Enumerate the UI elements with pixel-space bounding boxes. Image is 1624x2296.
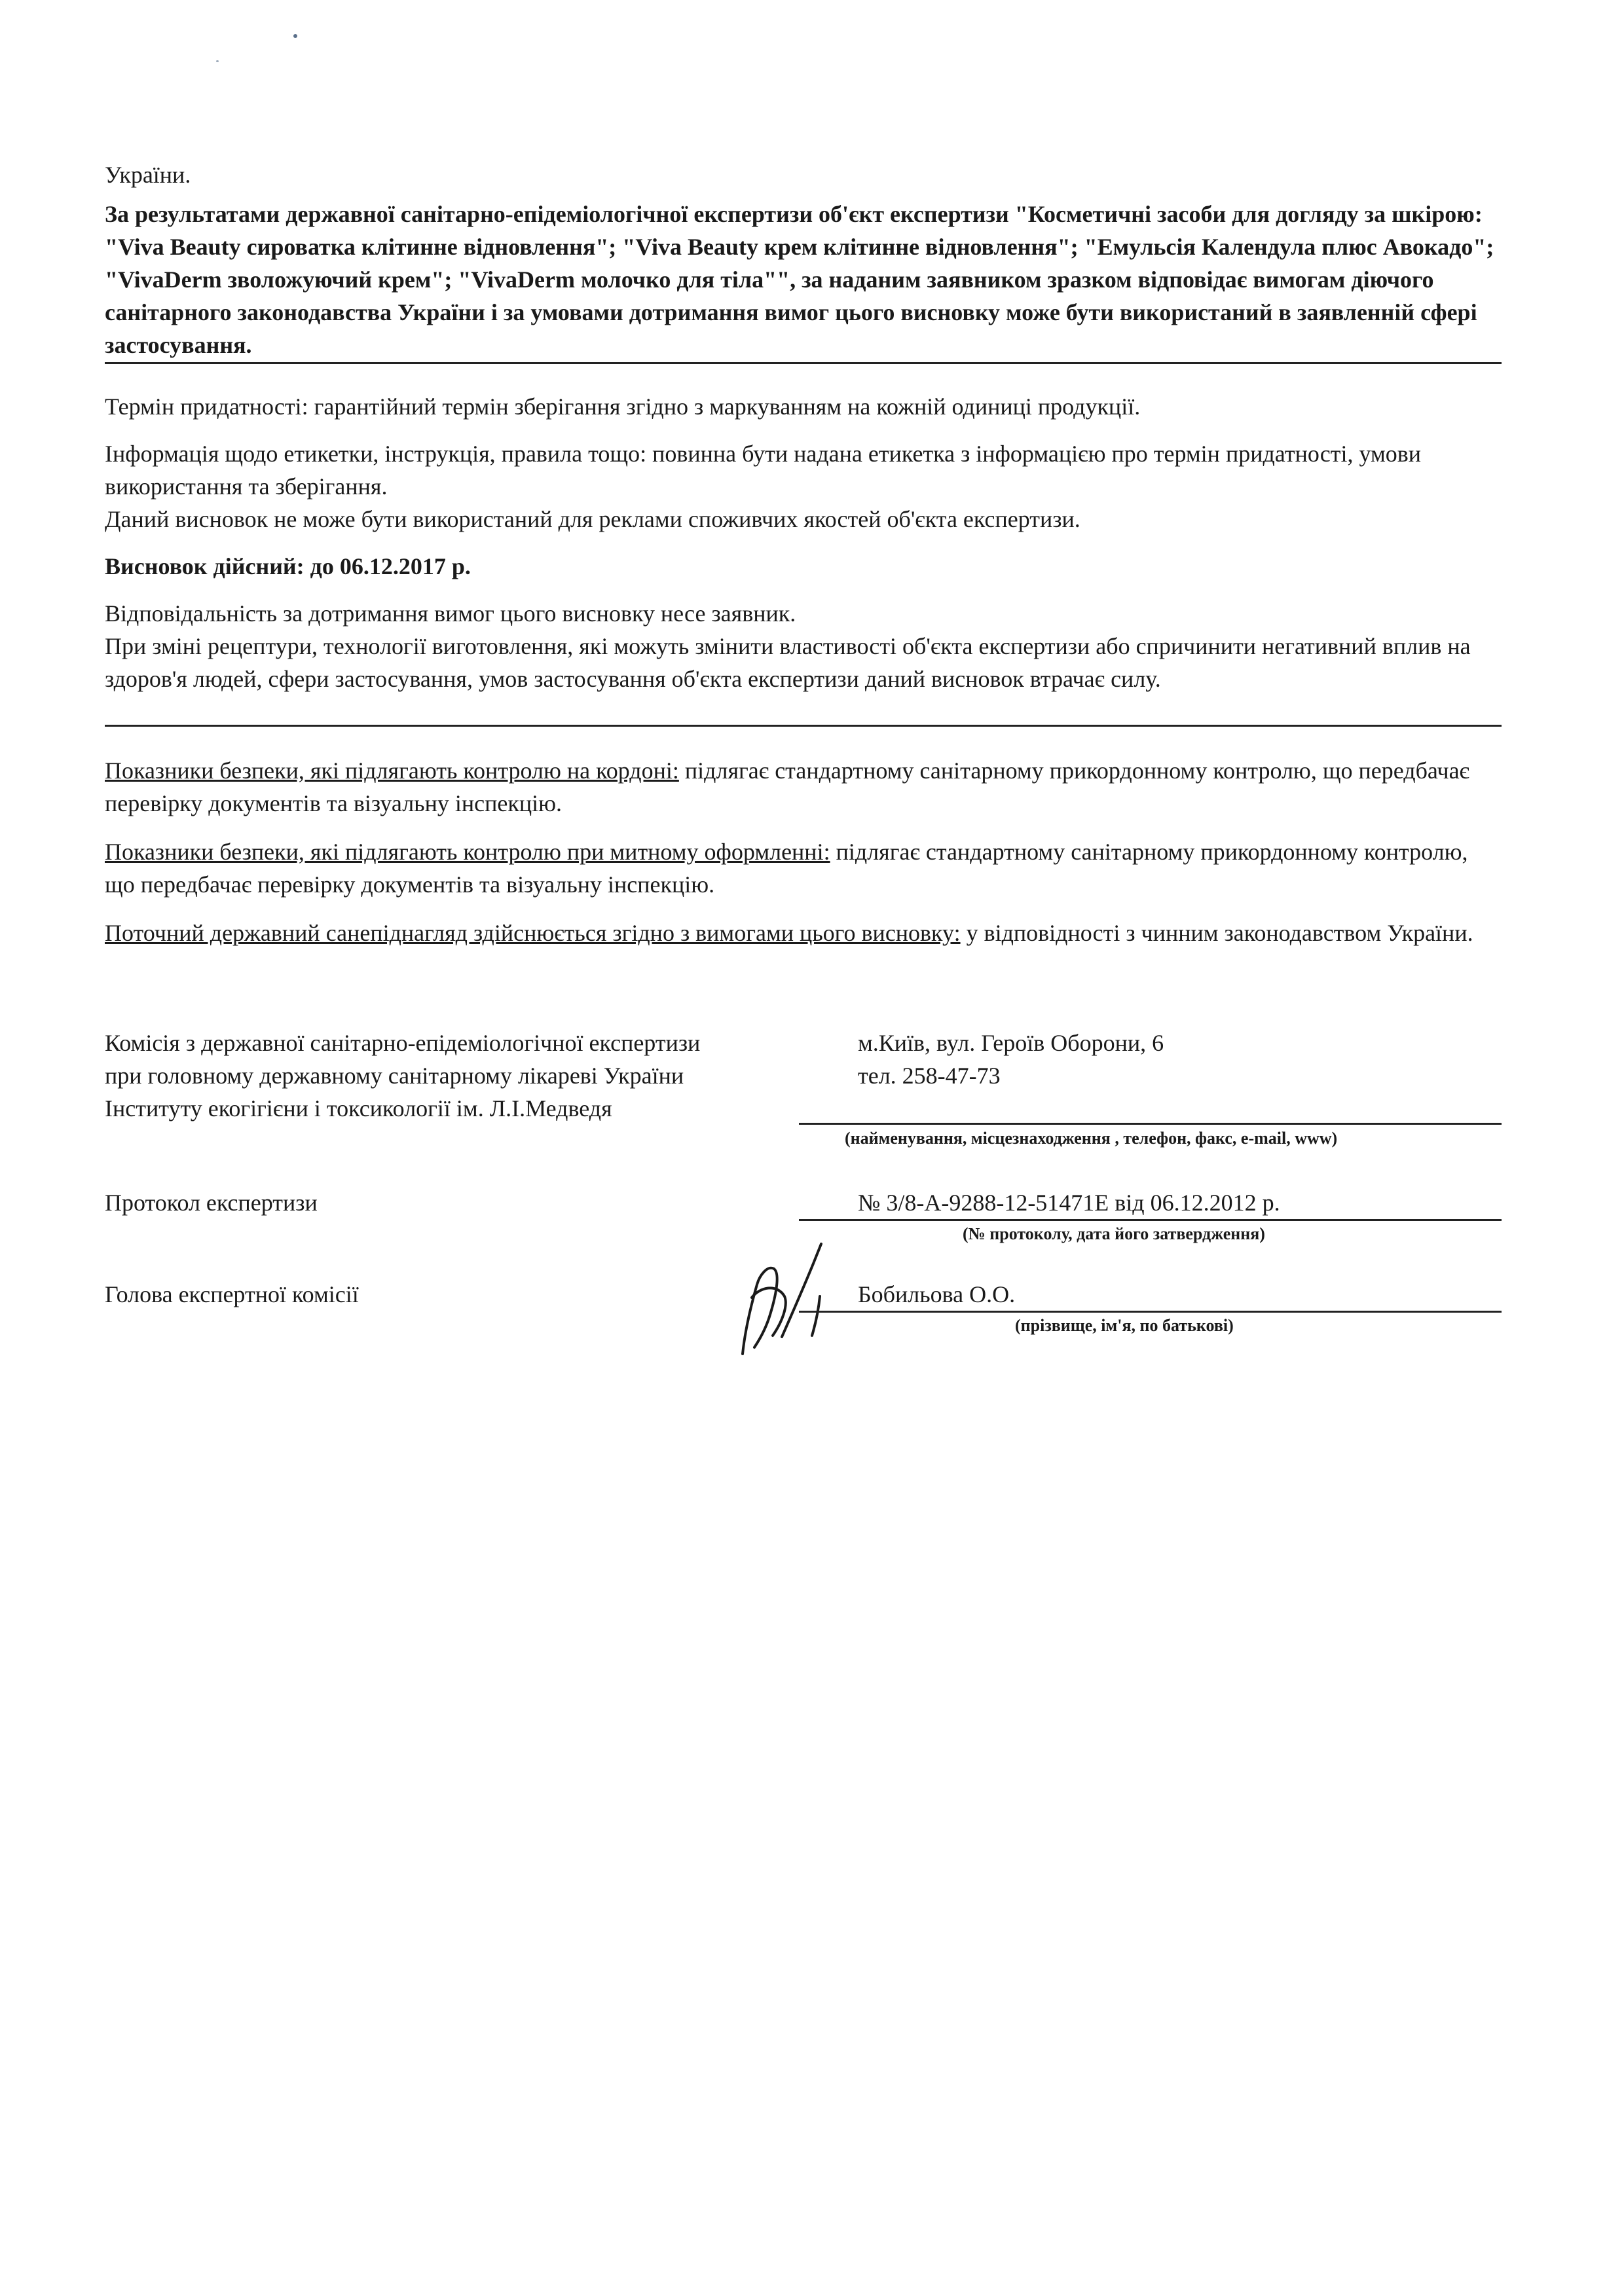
commission-address: м.Київ, вул. Героїв Оборони, 6 (858, 1030, 1164, 1056)
protocol-value: № 3/8-А-9288-12-51471Е від 06.12.2012 р. (858, 1190, 1280, 1216)
signature (714, 1224, 871, 1375)
section-divider (105, 362, 1502, 364)
head-name: Бобильова О.О. (858, 1281, 1016, 1307)
protocol-underline (799, 1219, 1502, 1221)
commission-underline (799, 1123, 1502, 1125)
protocol-caption: (№ протоколу, дата його затвердження) (963, 1224, 1265, 1243)
section-divider (105, 725, 1502, 727)
commission-block (105, 1027, 825, 1125)
scan-speck (293, 34, 297, 38)
shelf-life-text: Термін придатності: гарантійний термін зберігання згідно з маркуванням на кожній одиниці продукції. (105, 393, 1141, 420)
validity-text (105, 550, 1500, 583)
border-control-value: підлягає стандартному санітарному прикордонному контролю, що передбачає перевірку документів та візуальну інспекцію. (105, 757, 1469, 816)
scan-speck (216, 60, 219, 62)
commission-phone: тел. 258-47-73 (858, 1063, 1001, 1089)
commission-contacts (858, 1027, 1500, 1092)
customs-control-value: підлягає стандартному санітарному прикордонному контролю, що передбачає перевірку документів та візуальну інспекцію. (105, 839, 1468, 898)
intro-text: України. (105, 162, 191, 188)
commission-line-2: при головному державному санітарному лікареві України (105, 1063, 684, 1089)
customs-control-text (105, 835, 1500, 901)
supervision-value: у відповідності з чинним законодавством України. (960, 920, 1473, 946)
commission-line-1: Комісія з державної санітарно-епідеміологічної експертизи (105, 1030, 701, 1056)
validity-value: до 06.12.2017 р. (304, 553, 471, 579)
border-control-text (105, 754, 1500, 820)
change-note-text: При зміні рецептури, технології виготовлення, які можуть змінити властивості об'єкта експертизи або спричинити негативний вплив на здоров'я людей, сфери застосування, умов застосування об'єкта експертизи даний висновок втрачає силу. (105, 633, 1471, 692)
responsibility-text: Відповідальність за дотримання вимог цього висновку несе заявник. (105, 600, 796, 627)
supervision-label: Поточний державний санепіднагляд здійснюється згідно з вимогами цього висновку: (105, 920, 961, 946)
supervision-text (105, 917, 1500, 949)
head-label: Голова експертної комісії (105, 1281, 359, 1307)
border-control-label: Показники безпеки, які підлягають контролю на кордоні: (105, 757, 679, 784)
label-info-text: Інформація щодо етикетки, інструкція, правила тощо: повинна бути надана етикетка з інформацією про термін придатності, умови використання та зберігання. (105, 441, 1422, 500)
commission-line-3: Інституту екогігієни і токсикології ім. Л.І.Медведя (105, 1095, 612, 1121)
head-caption: (прізвище, ім'я, по батькові) (1015, 1316, 1234, 1335)
head-underline (799, 1311, 1502, 1313)
commission-caption: (найменування, місцезнаходження , телефон, факс, e-mail, www) (845, 1129, 1338, 1148)
customs-control-label: Показники безпеки, які підлягають контролю при митному оформленні: (105, 839, 830, 865)
ads-note-text: Даний висновок не може бути використаний для реклами споживчих якостей об'єкта експертизи. (105, 506, 1080, 532)
protocol-label: Протокол експертизи (105, 1190, 318, 1216)
validity-label: Висновок дійсний: (105, 553, 304, 579)
conclusion-text: За результатами державної санітарно-епідеміологічної експертизи об'єкт експертизи "Косметичні засоби для догляду за шкірою: "Viva Beauty сироватка клітинне відновлення"; "Viva Beauty крем клітинне відновлення"; "Емульсія Календула плюс Авокадо"; "VivaDerm зволожуючий крем"; "VivaDerm молочко для тіла"", за наданим заявником зразком відповідає вимогам діючого санітарного законодавства України і за умовами дотримання вимог цього висновку може бути використаний в заявленній сфері застосування. (105, 201, 1494, 358)
